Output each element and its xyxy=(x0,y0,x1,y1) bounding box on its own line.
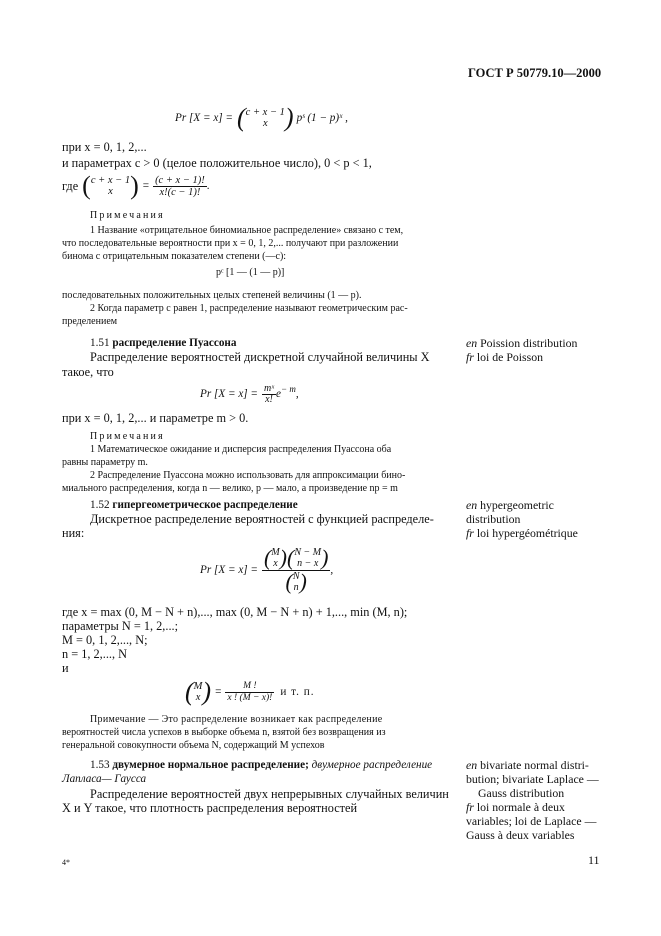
where-label: где xyxy=(62,179,79,193)
fraction xyxy=(262,384,276,405)
lang-en: en xyxy=(466,336,478,350)
formula-binomial-mx xyxy=(185,676,315,708)
term-1-51-note-2-line-2: миального распределения, когда n — велико, p — мало, а произведение np = m xyxy=(62,483,398,494)
fraction-denominator: x ! (M − x)! xyxy=(227,692,273,703)
comma: , xyxy=(295,387,299,400)
term-title: гипергеометрическое распределение xyxy=(112,499,298,511)
term-1-52-note-line-3: генеральной совокупности объема N, содержащий M успехов xyxy=(62,740,325,751)
binom-top: M xyxy=(193,681,203,692)
note-1-formula: pᶜ [1 — (1 — p)] xyxy=(216,267,285,278)
term-1-51-after: при x = 0, 1, 2,... и параметре m > 0. xyxy=(62,411,249,425)
fraction-denominator: x! xyxy=(265,393,273,405)
left-paren: ( xyxy=(263,545,272,570)
fraction-numerator xyxy=(262,547,330,571)
etc-label: и т. п. xyxy=(280,685,315,698)
term-1-52-line-2: ния: xyxy=(62,526,85,540)
term-1-53-en-line-2: bution; bivariate Laplace — xyxy=(466,772,599,786)
term-1-51-heading xyxy=(90,337,236,350)
left-paren: ( xyxy=(185,677,194,706)
note-1-line-3: бинома с отрицательным показателем степени (—c): xyxy=(62,251,287,262)
lang-en: en xyxy=(466,498,478,512)
term-1-51-note-2-line-1: 2 Распределение Пуассона можно использовать для аппроксимации бино- xyxy=(90,470,406,481)
binom-bottom: n xyxy=(293,582,299,593)
binom-top: N − M xyxy=(294,547,322,558)
lang-fr: fr xyxy=(466,350,474,364)
term-1-52-after-2: параметры N = 1, 2,...; xyxy=(62,619,179,633)
fraction-denominator xyxy=(262,571,330,593)
right-paren: ) xyxy=(299,569,307,594)
term-1-52-after-1: где x = max (0, M − N + n),..., max (0, M − N + n) + 1,..., min (M, n); xyxy=(62,605,408,619)
term-1-52-note-line-1: Примечание — Это распределение возникает как распределение xyxy=(90,714,383,725)
binomial-nm-nx xyxy=(294,547,321,569)
fraction xyxy=(153,175,207,198)
term-1-51-notes-heading: Примечания xyxy=(90,431,165,442)
binomial-m-x xyxy=(271,547,279,569)
term-1-51-line-1: Распределение вероятностей дискретной случайной величины X xyxy=(90,350,430,364)
fraction xyxy=(225,681,274,704)
right-paren: ) xyxy=(202,677,212,706)
term-title: двумерное нормальное распределение; xyxy=(112,759,309,771)
term-1-52-en-line-2: distribution xyxy=(466,512,521,526)
term-1-52-heading xyxy=(90,499,298,512)
left-paren: ( xyxy=(285,569,293,594)
formula-poisson xyxy=(200,378,299,410)
notes-heading: Примечания xyxy=(90,210,165,221)
equals-sign: = xyxy=(142,179,150,192)
left-paren: ( xyxy=(236,103,246,132)
fraction-numerator: M ! xyxy=(225,681,274,693)
term-1-51-note-1-line-1: 1 Математическое ожидание и дисперсия распределения Пуассона оба xyxy=(90,444,392,455)
term-1-52-note-line-2: вероятностей числа успехов в выборке объема n, взятой без возвращения из xyxy=(62,727,386,738)
comma: , xyxy=(330,563,334,576)
term-1-51-line-2: такое, что xyxy=(62,365,114,379)
term-1-52-line-1: Дискретное распределение вероятностей с функцией распределе- xyxy=(90,512,434,526)
term-1-51-en xyxy=(466,336,577,350)
term-1-53-en xyxy=(466,758,589,772)
left-paren: ( xyxy=(286,545,295,570)
formula-lhs: Pr [X = x] = xyxy=(175,111,233,124)
binomial-n-n xyxy=(293,571,300,593)
term-1-51-fr xyxy=(466,350,543,364)
footer-sheet-mark: 4* xyxy=(62,858,70,867)
en-term: hypergeometric xyxy=(480,498,554,512)
term-1-52-fr xyxy=(466,526,578,540)
term-1-52-after-5: и xyxy=(62,661,69,675)
page-number: 11 xyxy=(588,853,600,867)
note-2-line-2: пределением xyxy=(62,316,118,327)
lang-fr: fr xyxy=(466,526,474,540)
en-term: Poission distribution xyxy=(480,336,578,350)
term-1-52-after-3: M = 0, 1, 2,..., N; xyxy=(62,633,148,647)
lang-en: en xyxy=(466,758,478,772)
formula-rhs: pˢ (1 − p)ˣ , xyxy=(296,111,348,124)
formula-lhs: Pr [X = x] = xyxy=(200,387,258,400)
binom-top: M xyxy=(271,547,280,558)
note-1-line-4: последовательных положительных целых степеней величины (1 — p). xyxy=(62,290,362,301)
term-1-53-fr-line-2: variables; loi de Laplace — xyxy=(466,814,597,828)
equals-sign: = xyxy=(215,685,222,698)
term-number: 1.51 xyxy=(90,337,110,349)
term-alt: двумерное распределение xyxy=(311,759,433,771)
binom-bottom: x xyxy=(195,692,201,703)
lang-fr: fr xyxy=(466,800,474,814)
binom-bottom: x xyxy=(273,558,278,569)
fraction-denominator: x!(c − 1)! xyxy=(159,186,201,198)
exp-base: e xyxy=(276,387,281,400)
period: . xyxy=(206,179,210,192)
term-number: 1.52 xyxy=(90,499,110,511)
en-term: bivariate normal distri- xyxy=(480,758,589,772)
term-1-52-en xyxy=(466,498,554,512)
formula-negative-binomial xyxy=(175,102,348,134)
fraction xyxy=(262,547,330,593)
right-paren: ) xyxy=(130,171,139,200)
fr-term: loi de Poisson xyxy=(476,350,544,364)
fr-term: loi hypergéométrique xyxy=(476,526,578,540)
binom-top: c + x − 1 xyxy=(245,107,285,118)
binom-bottom: n − x xyxy=(297,558,319,569)
fraction-numerator: mˣ xyxy=(263,382,275,394)
fr-term: loi normale à deux xyxy=(476,800,565,814)
condition-line-1: при x = 0, 1, 2,... xyxy=(62,140,147,154)
document-code: ГОСТ Р 50779.10—2000 xyxy=(468,66,602,80)
note-2-line-1: 2 Когда параметр c равен 1, распределение называют геометрическим рас- xyxy=(90,303,408,314)
binomial-coefficient xyxy=(246,107,285,129)
term-1-53-heading xyxy=(90,759,432,772)
term-1-53-en-line-3: Gauss distribution xyxy=(478,786,565,800)
term-1-53-alt-line-2: Лапласа— Гаусса xyxy=(62,773,147,785)
left-paren: ( xyxy=(82,171,91,200)
right-paren: ) xyxy=(279,545,287,570)
note-1-line-1: 1 Название «отрицательное биномиальное распределение» связано с тем, xyxy=(90,225,404,236)
term-1-53-fr-line-3: Gauss à deux variables xyxy=(466,828,575,842)
binom-top: N xyxy=(292,571,300,582)
binom-bottom: x xyxy=(108,186,113,197)
binom-top: c + x − 1 xyxy=(90,175,131,186)
term-number: 1.53 xyxy=(90,759,110,771)
term-1-51-note-1-line-2: равны параметру m. xyxy=(62,457,148,468)
term-1-52-after-4: n = 1, 2,..., N xyxy=(62,647,128,661)
term-1-53-line-1: Распределение вероятностей двух непрерывных случайных величин xyxy=(90,787,449,801)
fraction-numerator: (c + x − 1)! xyxy=(155,174,205,186)
binomial-coefficient xyxy=(91,175,130,197)
term-title: распределение Пуассона xyxy=(112,337,237,349)
term-1-53-line-2: X и Y такое, что плотность распределения вероятностей xyxy=(62,801,358,815)
term-1-53-fr xyxy=(466,800,565,814)
right-paren: ) xyxy=(284,103,294,132)
formula-binomial-definition xyxy=(62,170,210,202)
right-paren: ) xyxy=(321,545,329,570)
formula-lhs: Pr [X = x] = xyxy=(200,563,258,576)
note-1-line-2: что последовательные вероятности при x = 0, 1, 2,... получают при разложении xyxy=(62,238,399,249)
formula-hypergeometric xyxy=(200,546,333,594)
exp-power: − m xyxy=(281,383,296,394)
condition-line-2: и параметрах c > 0 (целое положительное число), 0 < p < 1, xyxy=(62,156,372,170)
binom-bottom: x xyxy=(262,118,268,129)
